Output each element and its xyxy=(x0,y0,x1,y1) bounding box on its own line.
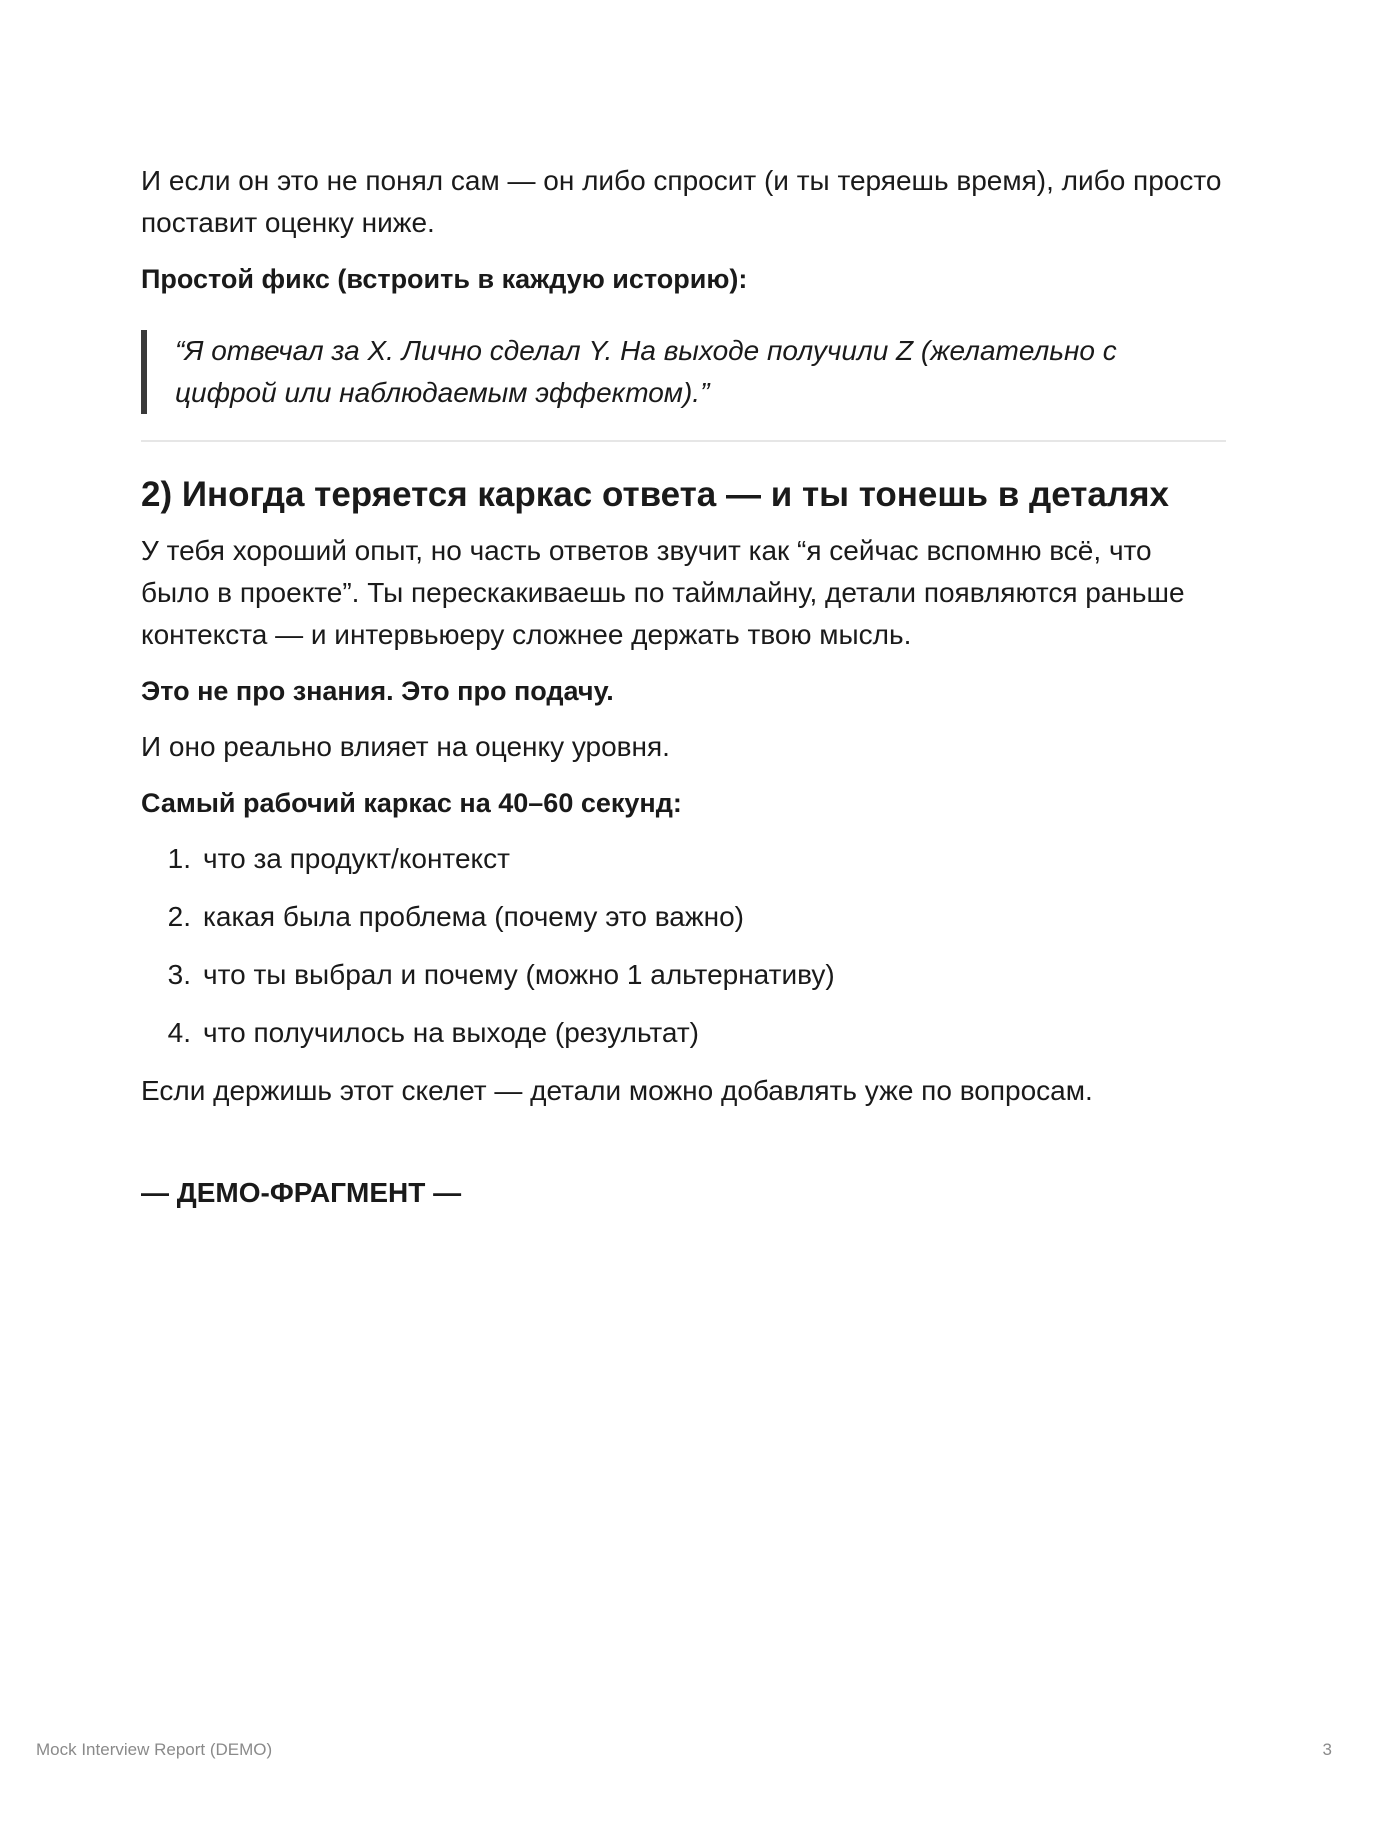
impact-text: И оно реально влияет на оценку уровня. xyxy=(141,731,670,762)
section-divider xyxy=(141,440,1226,442)
list-item xyxy=(141,838,1226,880)
list-item-number: 1. xyxy=(167,843,191,874)
list-item-number: 2. xyxy=(167,901,191,932)
list-item xyxy=(141,1012,1226,1054)
framework-steps-list xyxy=(141,838,1226,1054)
emphasis-text: Это не про знания. Это про подачу. xyxy=(141,676,614,706)
list-item-text: что за продукт/контекст xyxy=(203,843,510,874)
list-item xyxy=(141,896,1226,938)
section-body: У тебя хороший опыт, но часть ответов звучит как “я сейчас вспомню всё, что было в проекте”. Ты перескакиваешь по таймлайну, детали появляются раньше контекста — и интервьюеру сложнее держать твою мысль. xyxy=(141,535,1185,650)
fix-title: Простой фикс (встроить в каждую историю): xyxy=(141,264,748,294)
list-item xyxy=(141,954,1226,996)
document-body xyxy=(141,160,1226,1242)
footer-title: Mock Interview Report (DEMO) xyxy=(36,1740,273,1759)
intro-paragraph: И если он это не понял сам — он либо спросит (и ты теряешь время), либо просто поставит оценку ниже. xyxy=(141,165,1222,238)
section-heading: 2) Иногда теряется каркас ответа — и ты тонешь в деталях xyxy=(141,475,1169,514)
framework-title: Самый рабочий каркас на 40–60 секунд: xyxy=(141,788,682,818)
list-item-text: что ты выбрал и почему (можно 1 альтернативу) xyxy=(203,959,835,990)
list-item-number: 3. xyxy=(167,959,191,990)
list-item-number: 4. xyxy=(167,1017,191,1048)
page-number: 3 xyxy=(1322,1740,1332,1759)
list-item-text: что получилось на выходе (результат) xyxy=(203,1017,699,1048)
list-item-text: какая была проблема (почему это важно) xyxy=(203,901,744,932)
closing-paragraph: Если держишь этот скелет — детали можно добавлять уже по вопросам. xyxy=(141,1075,1093,1106)
blockquote: “Я отвечал за X. Лично сделал Y. На выходе получили Z (желательно с цифрой или наблюдаемым эффектом).” xyxy=(141,330,1226,414)
demo-marker: — ДЕМО-ФРАГМЕНТ — xyxy=(141,1177,462,1208)
